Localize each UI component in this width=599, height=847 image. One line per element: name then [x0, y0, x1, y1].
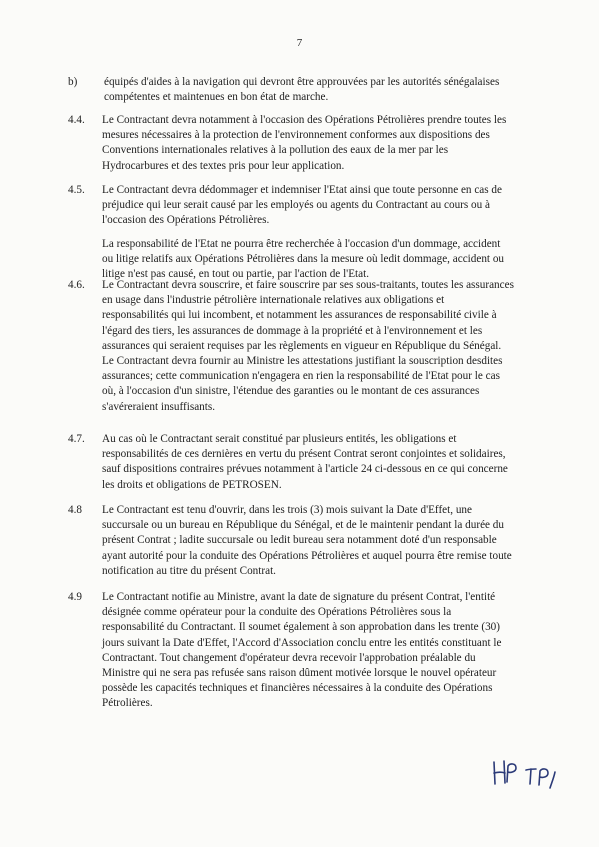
text-line: Pétrolières. — [102, 697, 153, 710]
text-line: responsabilités de ces dernières en vertu du présent Contrat seront conjointes et solidaires, — [102, 448, 506, 461]
text-line: jours suivant la Date d'Effet, l'Accord d'Association conclu entre les entités constituant le — [102, 636, 502, 649]
text-line: assurances; cette communication n'engagera en rien la responsabilité de l'Etat pour le cas — [102, 370, 500, 383]
text-line: en usage dans l'industrie pétrolière internationale relatives aux obligations et — [102, 294, 445, 307]
text-line: compétentes et maintenues en bon état de marche. — [104, 91, 329, 104]
text-line: Le Contractant notifie au Ministre, avant la date de signature du présent Contrat, l'entité — [102, 591, 496, 603]
text-line: Conventions internationales relatives à la pollution des eaux de la mer par les — [102, 144, 449, 157]
paragraph-number: b) — [68, 76, 78, 88]
text-line: l'égard des tiers, les assurances de dommage à la propriété et à l'environnement et les — [102, 324, 483, 337]
paragraph-number: 4.9 — [68, 591, 82, 603]
paragraph-number: 4.7. — [68, 433, 85, 445]
paragraph-text — [102, 183, 543, 229]
text-line: Le Contractant est tenu d'ouvrir, dans les trois (3) mois suivant la Date d'Effet, une — [102, 504, 472, 516]
text-line: litige n'est pas causé, en tout ou partie, par l'action de l'Etat. — [102, 268, 370, 281]
paragraph-number: 4.4. — [68, 114, 85, 126]
text-line: Ministre qui ne sera pas refusée sans raison dûment motivée lorsque le nouvel opérateur — [102, 667, 497, 680]
text-line: responsabilité du Contractant. Il soumet également à son approbation dans les trente (30) — [102, 621, 500, 634]
text-line: s'avéreraient insuffisants. — [102, 400, 216, 413]
paragraph-text — [102, 432, 543, 493]
text-line: équipés d'aides à la navigation qui devront être approuvées par les autorités sénégalaises — [104, 76, 500, 88]
text-line: Hydrocarbures et des textes pris pour leur application. — [102, 159, 345, 172]
text-line: La responsabilité de l'Etat ne pourra être recherchée à l'occasion d'un dommage, accident — [102, 238, 501, 250]
text-line: préjudice qui leur serait causé par les employés ou agents du Contractant au cours ou à — [102, 199, 491, 212]
paragraph-number: 4.6. — [68, 279, 85, 291]
text-line: Contractant. Tout changement d'opérateur devra recevoir l'approbation préalable du — [102, 651, 476, 664]
paragraph-text — [102, 278, 543, 415]
text-line: présent Contrat ; ladite succursale ou ledit bureau sera notamment doté d'un responsable — [102, 534, 497, 547]
text-line: Le Contractant devra fournir au Ministre les attestations justifiant la souscription desdites — [102, 355, 503, 368]
paragraph-text — [104, 75, 534, 105]
text-line: assurances qui seraient requises par les règlements en vigueur en République du Sénégal. — [102, 339, 502, 352]
text-line: sauf dispositions contraires prévues notamment à l'article 24 ci-dessous en ce qui concerne — [102, 463, 508, 476]
page-number: 7 — [296, 37, 303, 49]
text-line: Le Contractant devra souscrire, et faire souscrire par ses sous-traitants, toutes les assurances — [102, 279, 514, 291]
paragraph-number: 4.5. — [68, 184, 85, 196]
text-line: notification au titre du présent Contrat. — [102, 564, 276, 577]
text-line: les droits et obligations de PETROSEN. — [102, 478, 282, 491]
text-line: mesures nécessaires à la protection de l'environnement conformes aux dispositions des — [102, 129, 490, 142]
text-line: l'occasion des Opérations Pétrolières. — [102, 214, 270, 227]
text-line: Le Contractant devra dédommager et indemniser l'Etat ainsi que toute personne en cas de — [102, 184, 502, 196]
paragraph-text — [102, 503, 543, 579]
text-line: Le Contractant devra notamment à l'occasion des Opérations Pétrolières prendre toutes les — [102, 114, 507, 126]
text-line: où, à l'occasion d'un sinistre, l'étendue des garanties ou le montant de ces assurances — [102, 385, 480, 398]
text-line: ou litige relatifs aux Opérations Pétrolières dans la mesure où ledit dommage, accident ou — [102, 253, 505, 266]
paragraph-text — [102, 113, 543, 174]
handwritten-initials — [488, 758, 558, 792]
text-line: Au cas où le Contractant serait constitué par plusieurs entités, les obligations et — [102, 433, 457, 445]
text-line: succursale ou un bureau en République du Sénégal, et de le maintenir pendant la durée du — [102, 519, 504, 532]
text-line: désignée comme opérateur pour la conduite des Opérations Pétrolières sous la — [102, 606, 452, 619]
paragraph-text — [102, 590, 543, 712]
text-line: ayant autorité pour la conduite des Opérations Pétrolières et auquel pourra être remise toute — [102, 549, 512, 562]
text-line: possède les capacités techniques et financières nécessaires à la conduite des Opérations — [102, 682, 493, 695]
paragraph-text — [102, 237, 543, 283]
text-line: responsabilités qui lui incombent, et notamment les assurances de responsabilité civile à — [102, 309, 497, 322]
paragraph-number: 4.8 — [68, 504, 82, 516]
